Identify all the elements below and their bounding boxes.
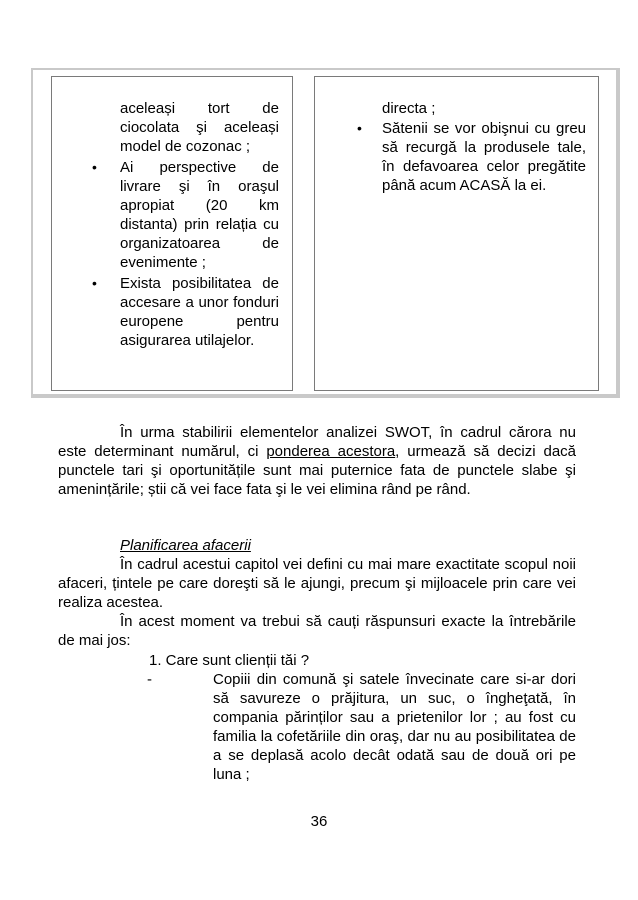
- cell-bullet-item: Exista posibilitatea de accesare a unor fonduri europene pentru asigurarea utilajelor.: [120, 275, 279, 349]
- answer-text: Copiii din comună şi satele învecinate care si-ar dori să savureze o prăjitura, un suc, o îngheţată, în compania părinților sau a prietenilor lor ; au fost cu familia la cofetăriile din oraş, dar nu au posibilitatea de a se deplasă acolo decât odată sau de două ori pe luna ;: [213, 671, 576, 783]
- body-text: [58, 423, 576, 499]
- cell-text-continuation: aceleași tort de ciocolata şi aceleași model de cozonac ;: [120, 100, 279, 155]
- page-number: 36: [310, 813, 328, 830]
- swot-cell-opportunities: [51, 76, 293, 391]
- paragraph-questions-intro-wrap: [58, 612, 576, 650]
- bullet-icon: •: [92, 275, 97, 291]
- paragraph-chapter-intro: În cadrul acestui capitol vei defini cu mai mare exactitate scopul noii afaceri, țintele pe care doreşti să le ajungi, precum şi mijloacele prin care vei realiza acestea.: [58, 556, 576, 611]
- underlined-phrase: ponderea acestora: [266, 443, 396, 460]
- paragraph-swot-conclusion: În urma stabilirii elementelor analizei SWOT, în cadrul cărora nu este determinant numărul, ci ponderea acestora, urmează să decizi dacă punctele tari şi oportunitățile sunt mai puternice fata de punctele slabe şi amenințările; știi că vei face fata şi le vei elimina rând pe rând.: [58, 424, 576, 498]
- cell-bullet-item: Ai perspective de livrare şi în oraşul apropiat (20 km distanta) prin relația cu organizatoarea de evenimente ;: [120, 159, 279, 271]
- swot-table: [31, 68, 620, 398]
- cell-text-continuation: directa ;: [382, 100, 436, 117]
- bullet-icon: •: [357, 120, 362, 136]
- paragraph-chapter-intro-wrap: [58, 555, 576, 612]
- answer-dash: -: [147, 671, 152, 688]
- question-item: 1. Care sunt clienții tăi ?: [149, 652, 310, 669]
- section-heading: Planificarea afacerii: [120, 537, 251, 554]
- bullet-icon: •: [92, 159, 97, 175]
- swot-cell-threats: [314, 76, 599, 391]
- paragraph-questions-intro: În acest moment va trebui să cauți răspunsuri exacte la întrebările de mai jos:: [58, 613, 576, 649]
- cell-bullet-item: Sătenii se vor obişnui cu greu să recurgă la produsele tale, în defavoarea celor pregătite până acum ACASĂ la ei.: [382, 120, 586, 194]
